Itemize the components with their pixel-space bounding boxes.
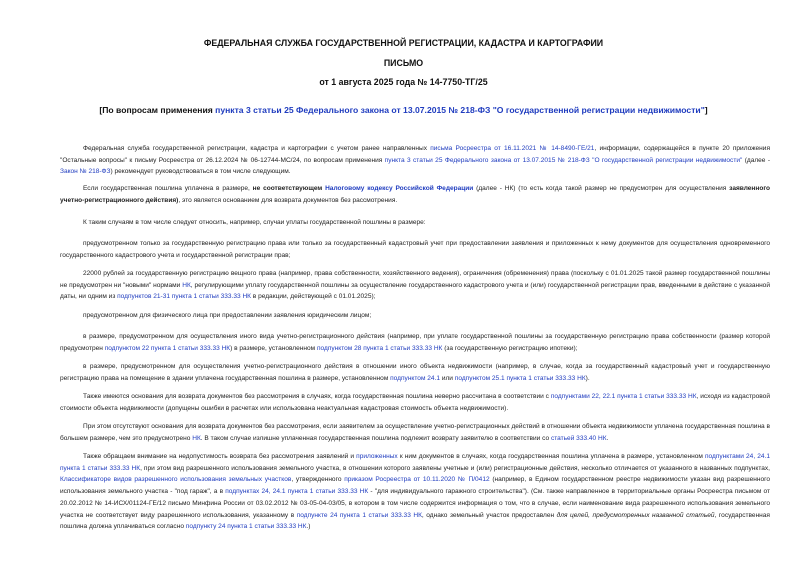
paragraph <box>60 451 770 533</box>
document-link[interactable]: статьей 333.40 НК <box>550 434 607 442</box>
paragraph-text: для целей, предусмотренных названной статьей <box>556 511 715 519</box>
document-link[interactable]: подпункту 24 пункта 1 статьи 333.33 НК <box>185 523 307 531</box>
paragraph-text: (далее - НК) (то есть когда такой размер не предусмотрен для осуществления <box>473 185 730 192</box>
paragraph-text: , при этом вид разрешенного использования земельного участка, в отношении которого заявлены учетные и (или) регистрационные действия, несколько отличается от указанного в названных подпунктах, <box>140 464 770 472</box>
paragraph <box>60 183 770 206</box>
paragraph-text: , регулирующими уплату государственной пошлины за осуществление государственного кадастрового учета и (или) государственной регистрации прав, введенными в действие с указанной даты, ни одним из <box>60 281 770 301</box>
paragraph-text: , это является основанием для возврата документов без рассмотрения. <box>178 196 398 204</box>
paragraph <box>60 217 770 229</box>
document-link[interactable]: Закон № 218-ФЗ <box>60 168 111 176</box>
document-type: ПИСЬМО <box>383 58 424 68</box>
paragraph-text: К таким случаям в том числе следует относить, например, случаи уплаты государственной пошлины в размере: <box>83 219 426 226</box>
document-link[interactable]: подпунктом 25.1 пункта 1 статьи 333.33 НК <box>454 374 586 382</box>
document-link[interactable]: подпунктов 21-31 пункта 1 статьи 333.33 НК <box>117 293 251 301</box>
document-link[interactable]: письма Росреестра от 16.11.2021 № 14-8490-ГЕ/21 <box>430 145 595 152</box>
paragraph <box>60 238 770 261</box>
paragraph-text: При этом отсутствуют основания для возврата документов без рассмотрения, если заявителем за осуществление учетно-регистрационных действий в отношении объекта недвижимости уплачена государственная пошлина в большем размере, чем это предусмотрено <box>60 423 770 442</box>
document-link[interactable]: подпунктом 22 пункта 1 статьи 333.33 НК <box>104 344 231 352</box>
document-link[interactable]: подпунктами 22, 22.1 пункта 1 статьи 333.33 НК <box>550 393 697 400</box>
subject-suffix: ] <box>704 105 708 115</box>
paragraph-text: - "для индивидуального гаражного строительства"). (См. также направленное в территориальные органы Росреестра письмом от 20.02.2012 № 14-ИСХ/01124-ГЕ/12 письмо Минфина России от 03.02.2012 № 03-05-04-03/05, в котором в том числе содержится информация о том, что в случае, если наименование вида разрешенного использования земельного участка не соответствует виду разрешенного использования, указанному в <box>60 488 770 519</box>
document-link[interactable]: приложенных <box>356 453 398 460</box>
paragraph-text: в редакции, действующей с 01.01.2025); <box>250 293 376 301</box>
document-link[interactable]: подпунктами 24, 24.1 пункта 1 статьи 333.33 НК <box>60 453 770 472</box>
paragraph-text: заявленного учетно-регистрационного действия) <box>60 185 770 204</box>
paragraph <box>60 361 770 384</box>
document-link[interactable]: Налоговому кодексу Российской Федерации <box>325 185 474 192</box>
subject-link[interactable]: пункта 3 статьи 25 Федерального закона от 13.07.2015 № 218-ФЗ "О государственной регистрации недвижимости" <box>215 105 705 115</box>
paragraph-text: , информации, содержащейся в пункте 20 приложения "Остальные вопросы" к письму Росреестра от 26.12.2024 № 06-12744-МС/24, по вопросам применения <box>60 145 770 164</box>
document-link[interactable]: приказом Росреестра от 10.11.2020 № П/0412 <box>344 476 490 484</box>
paragraph-text: к ним документов в случаях, когда государственная пошлина уплачена в размере, установленном <box>397 453 705 460</box>
document-link[interactable]: подпункте 24 пункта 1 статьи 333.33 НК <box>296 511 422 519</box>
paragraph-text: . В таком случае излишне уплаченная государственная пошлина подлежит возврату заявителю в соответствии со <box>200 434 551 442</box>
document-link[interactable]: пункта 3 статьи 25 Федерального закона от 13.07.2015 № 218-ФЗ "О государственной регистрации недвижимости" <box>384 156 743 164</box>
paragraph-text: (например, в Едином государственном реестре недвижимости указан вид разрешенного использования земельного участка - "под гараж", а в <box>60 476 770 496</box>
paragraph-text: 22000 рублей за государственную регистрацию вещного права (например, права собственности, хозяйственного ведения), ограничения (обременения) права (поскольку с 01.01.2025 такой размер государственной пошлины не предусмотрен ни "новыми" нормами <box>60 270 770 289</box>
document-link[interactable]: НК <box>192 434 201 442</box>
paragraph <box>60 331 770 354</box>
paragraph-text: Также обращаем внимание на недопустимость возврата без рассмотрения заявлений и <box>83 453 357 460</box>
document-date-number: от 1 августа 2025 года № 14-7750-ТГ/25 <box>319 77 488 87</box>
paragraph-text: , государственная пошлина должна уплачиваться согласно <box>60 511 770 531</box>
paragraph <box>60 421 770 444</box>
paragraph-text: , исходя из кадастровой стоимости объекта недвижимости (допущены ошибки в расчетах или использована неактуальная кадастровая стоимость объекта недвижимости). <box>60 393 770 412</box>
paragraph <box>60 268 770 303</box>
paragraph-text: Также имеются основания для возврата документов без рассмотрения в случаях, когда государственная пошлина неверно рассчитана в соответствии с <box>83 393 551 400</box>
paragraph-text: , однако земельный участок предоставлен <box>421 511 557 519</box>
subject-prefix: [По вопросам применения <box>99 105 216 115</box>
paragraph <box>60 391 770 414</box>
paragraph-text: ) рекомендует руководствоваться в том числе следующим. <box>110 168 291 176</box>
document-link[interactable]: НК <box>182 281 191 289</box>
paragraph-text: Федеральная служба государственной регистрации, кадастра и картографии с учетом ранее направленных <box>83 145 431 152</box>
paragraph-text: предусмотренном только за государственную регистрацию права или только за государственный кадастровый учет при предоставлении заявления и приложенных к нему документов для осуществления одновременного государственного кадастрового учета и государственной регистрации прав; <box>60 240 770 259</box>
paragraph-text: Если государственная пошлина уплачена в размере, <box>83 185 253 192</box>
paragraph <box>60 310 770 322</box>
document-subject <box>0 105 807 115</box>
paragraph-text: .) <box>306 523 311 531</box>
agency-title: ФЕДЕРАЛЬНАЯ СЛУЖБА ГОСУДАРСТВЕННОЙ РЕГИСТРАЦИИ, КАДАСТРА И КАРТОГРАФИИ <box>203 38 604 48</box>
document-link[interactable]: подпунктом 24.1 <box>390 374 441 382</box>
paragraph-text: , утвержденного <box>291 476 345 484</box>
paragraph-text: ) в размере, установленном <box>230 344 317 352</box>
paragraph-text: предусмотренном для физического лица при предоставлении заявления юридическим лицом; <box>83 312 372 319</box>
document-link[interactable]: подпунктах 24, 24.1 пункта 1 статьи 333.33 НК <box>225 488 369 496</box>
paragraph-text: в размере, предусмотренном для осуществления учетно-регистрационного действия в отношении иного объекта недвижимости (например, в случае, когда за государственный кадастровый учет и государственную регистрацию права на помещение в здании уплачена государственная пошлина в размере, установленном <box>60 363 770 382</box>
paragraph-text: . <box>606 434 609 442</box>
paragraph <box>60 143 770 178</box>
paragraph-text: (за государственную регистрацию ипотеки); <box>442 344 578 352</box>
paragraph-text: в размере, предусмотренном для осуществления иного вида учетно-регистрационного действия (например, при уплате государственной пошлины за государственную регистрацию права собственности (размер которой предусмотрен <box>60 333 770 352</box>
paragraph-text: (далее - <box>742 156 771 164</box>
paragraph-text: или <box>440 374 455 382</box>
document-link[interactable]: Классификаторе видов разрешенного использования земельных участков <box>60 476 292 484</box>
document-link[interactable]: подпунктом 28 пункта 1 статьи 333.33 НК <box>316 344 443 352</box>
paragraph-text: не соответствующем <box>252 185 326 192</box>
paragraph-text: ). <box>585 374 590 382</box>
